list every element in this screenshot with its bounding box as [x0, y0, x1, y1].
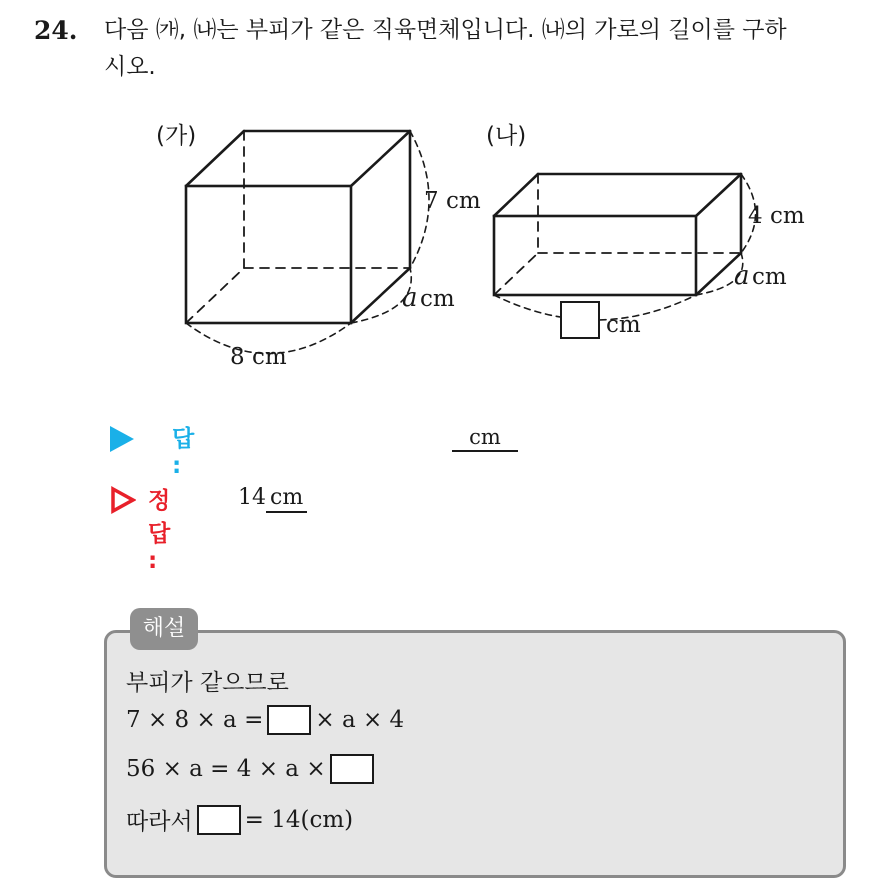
solution-line-4	[126, 803, 353, 836]
correct-value: 14	[238, 485, 266, 510]
blank-box	[330, 754, 374, 784]
blank-box	[267, 705, 311, 735]
answer-label: 답 :	[172, 426, 195, 479]
solution-line-1: 부피가 같으므로	[126, 670, 289, 696]
solution-line-4-right: = 14(cm)	[244, 806, 354, 833]
dim-b-width-unit: cm	[606, 312, 641, 338]
blank-box	[197, 805, 241, 835]
answer-blank[interactable]: cm	[452, 424, 518, 452]
solution-line-3-left: 56 × a = 4 × a ×	[126, 756, 326, 782]
question-line-2: 시오.	[104, 54, 156, 80]
cuboid-figure	[0, 0, 884, 400]
dim-a-depth-var: a	[402, 283, 418, 313]
question-line-1: 다음 ㈎, ㈏는 부피가 같은 직육면체입니다. ㈏의 가로의 길이를 구하	[104, 17, 787, 43]
solution-line-3	[126, 754, 378, 784]
dim-b-depth-unit: cm	[752, 264, 787, 290]
correct-label: 정답 :	[148, 488, 171, 574]
dim-a-height: 7 cm	[424, 188, 481, 214]
question-number: 24.	[34, 16, 78, 45]
play-triangle-icon	[110, 426, 134, 452]
dim-a-depth-unit: cm	[420, 286, 455, 312]
solution-line-4-left: 따라서	[126, 809, 193, 835]
solution-line-2-right: × a × 4	[315, 707, 405, 733]
cuboid-a	[186, 131, 429, 354]
solution-line-2	[126, 705, 404, 735]
dim-a-width: 8 cm	[230, 344, 287, 370]
dim-b-depth-var: a	[734, 261, 750, 291]
correct-unit: cm	[266, 485, 307, 513]
blank-box-width	[561, 302, 599, 338]
solution-tab: 해설	[130, 608, 198, 650]
dim-b-height: 4 cm	[748, 203, 805, 229]
outline-triangle-icon	[110, 486, 136, 514]
solution-line-2-left: 7 × 8 × a =	[126, 707, 264, 733]
label-box-b: (나)	[486, 123, 527, 149]
label-box-a: (가)	[156, 123, 197, 149]
cuboid-b	[494, 174, 756, 320]
